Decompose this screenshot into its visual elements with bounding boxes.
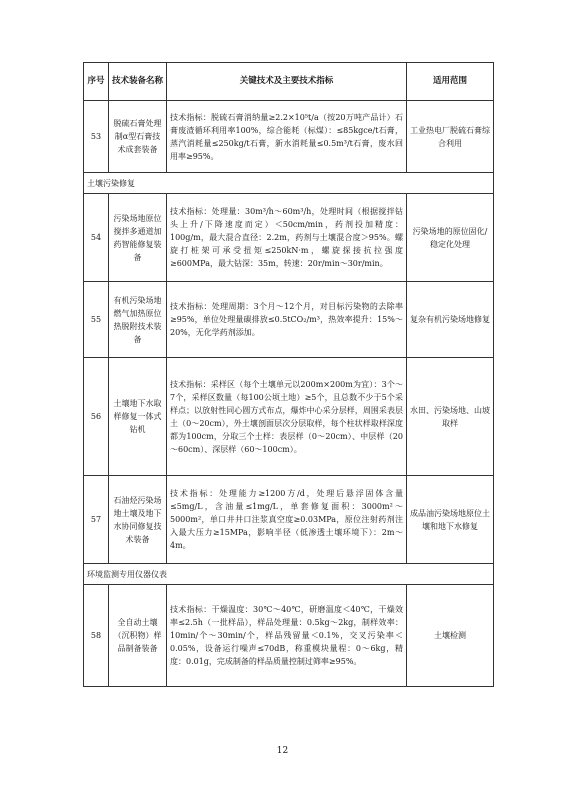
table-row [84, 585, 494, 687]
technical-indicators: 技术指标：处理周期：3个月～12个月，对目标污染物的去除率≥95%，单位处理量碳排放≤0.5tCO₂/m³，热效率提升：15%～20%，无化学药剂添加。 [167, 282, 407, 358]
table-row [84, 476, 494, 564]
application-scope: 污染场地的原位固化/稳定化处理 [407, 194, 494, 282]
header-equipment: 技术装备名称 [109, 63, 167, 101]
section-row [84, 173, 494, 194]
application-scope: 成品油污染场地原位土壤和地下水修复 [407, 476, 494, 564]
page-number: 12 [276, 746, 289, 756]
technical-indicators: 技术指标：处理能力≥1200方/d，处理后悬浮固体含量≤5mg/L，含油量≤1mg/L，单套修复面积：3000m²～5000m²，单口井井口注浆真空度≥0.03MPa，原位注射药剂注入最大压力≥15MPa，影响半径（低渗透土壤环境下）：2m～4m。 [167, 476, 407, 564]
header-no: 序号 [84, 63, 109, 101]
table-row [84, 101, 494, 173]
technology-equipment-table [83, 62, 494, 687]
row-number: 54 [84, 194, 109, 282]
equipment-name: 土壤地下水取样修复一体式钻机 [109, 358, 167, 476]
equipment-name: 脱硫石膏处理制α型石膏技术成套装备 [109, 101, 167, 173]
technical-indicators: 技术指标：处理量：30m³/h～60m³/h，处理时间（根据搅拌钻头上升/下降速度而定）＜50cm/min，药剂投加精度：100g/m，最大混合直径：2.2m，药剂与土壤混合度＞95%。螺旋打桩架可承受扭矩≤250kN·m，螺旋探接抗拉强度≥600MPa，最大钻深：35m，转速：20r/min～30r/min。 [167, 194, 407, 282]
table-row [84, 282, 494, 358]
application-scope: 工业热电厂脱硫石膏综合利用 [407, 101, 494, 173]
section-row [84, 564, 494, 585]
row-number: 56 [84, 358, 109, 476]
table-row [84, 358, 494, 476]
row-number: 53 [84, 101, 109, 173]
table-row [84, 194, 494, 282]
row-number: 55 [84, 282, 109, 358]
header-scope: 适用范围 [407, 63, 494, 101]
technical-indicators: 技术指标：干燥温度：30℃～40℃，研磨温度＜40℃，干燥效率≤2.5h（一批样品），样品处理量：0.5kg～2kg，制样效率：10min/个～30min/个，样品残留量＜0.1%，交叉污染率＜0.05%，设备运行噪声≤70dB，称重模块量程：0～6kg，精度：0.01g，完成制备的样品质量控制过筛率≥95%。 [167, 585, 407, 687]
row-number: 57 [84, 476, 109, 564]
table-header-row [84, 63, 494, 101]
equipment-name: 有机污染场地燃气加热原位热脱附技术装备 [109, 282, 167, 358]
application-scope: 土壤检测 [407, 585, 494, 687]
equipment-name: 全自动土壤（沉积物）样品制备装备 [109, 585, 167, 687]
row-number: 58 [84, 585, 109, 687]
header-indicators: 关键技术及主要技术指标 [167, 63, 407, 101]
section-title-soil: 土壤污染修复 [84, 173, 494, 194]
equipment-name: 污染场地原位搅拌多通道加药智能修复装备 [109, 194, 167, 282]
application-scope: 水田、污染场地、山坡取样 [407, 358, 494, 476]
technical-indicators: 技术指标：采样区（每个土壤单元以200m×200m为宜）：3个～7个，采样区数量（每100公顷土地）≥5个，且总数不少于5个采样点；以放射性同心圆方式布点，爆炸中心采分层样，周围采表层土（0～20cm），外土壤剖面层次分层取样，每个柱状样取样深度都为100cm，分取三个土样：表层样（0～20cm）、中层样（20～60cm）、深层样（60～100cm）。 [167, 358, 407, 476]
application-scope: 复杂有机污染场地修复 [407, 282, 494, 358]
technical-indicators: 技术指标：脱硫石膏消纳量≥2.2×10⁵t/a（按20万吨产品计）石膏废渣循环利用率100%，综合能耗（标煤）：≤85kgce/t石膏，蒸汽消耗量≤250kg/t石膏，新水消耗量≤0.5m³/t石膏，废水回用率≥95%。 [167, 101, 407, 173]
equipment-name: 石油烃污染场地土壤及地下水协同修复技术装备 [109, 476, 167, 564]
section-title-monitoring: 环境监测专用仪器仪表 [84, 564, 494, 585]
